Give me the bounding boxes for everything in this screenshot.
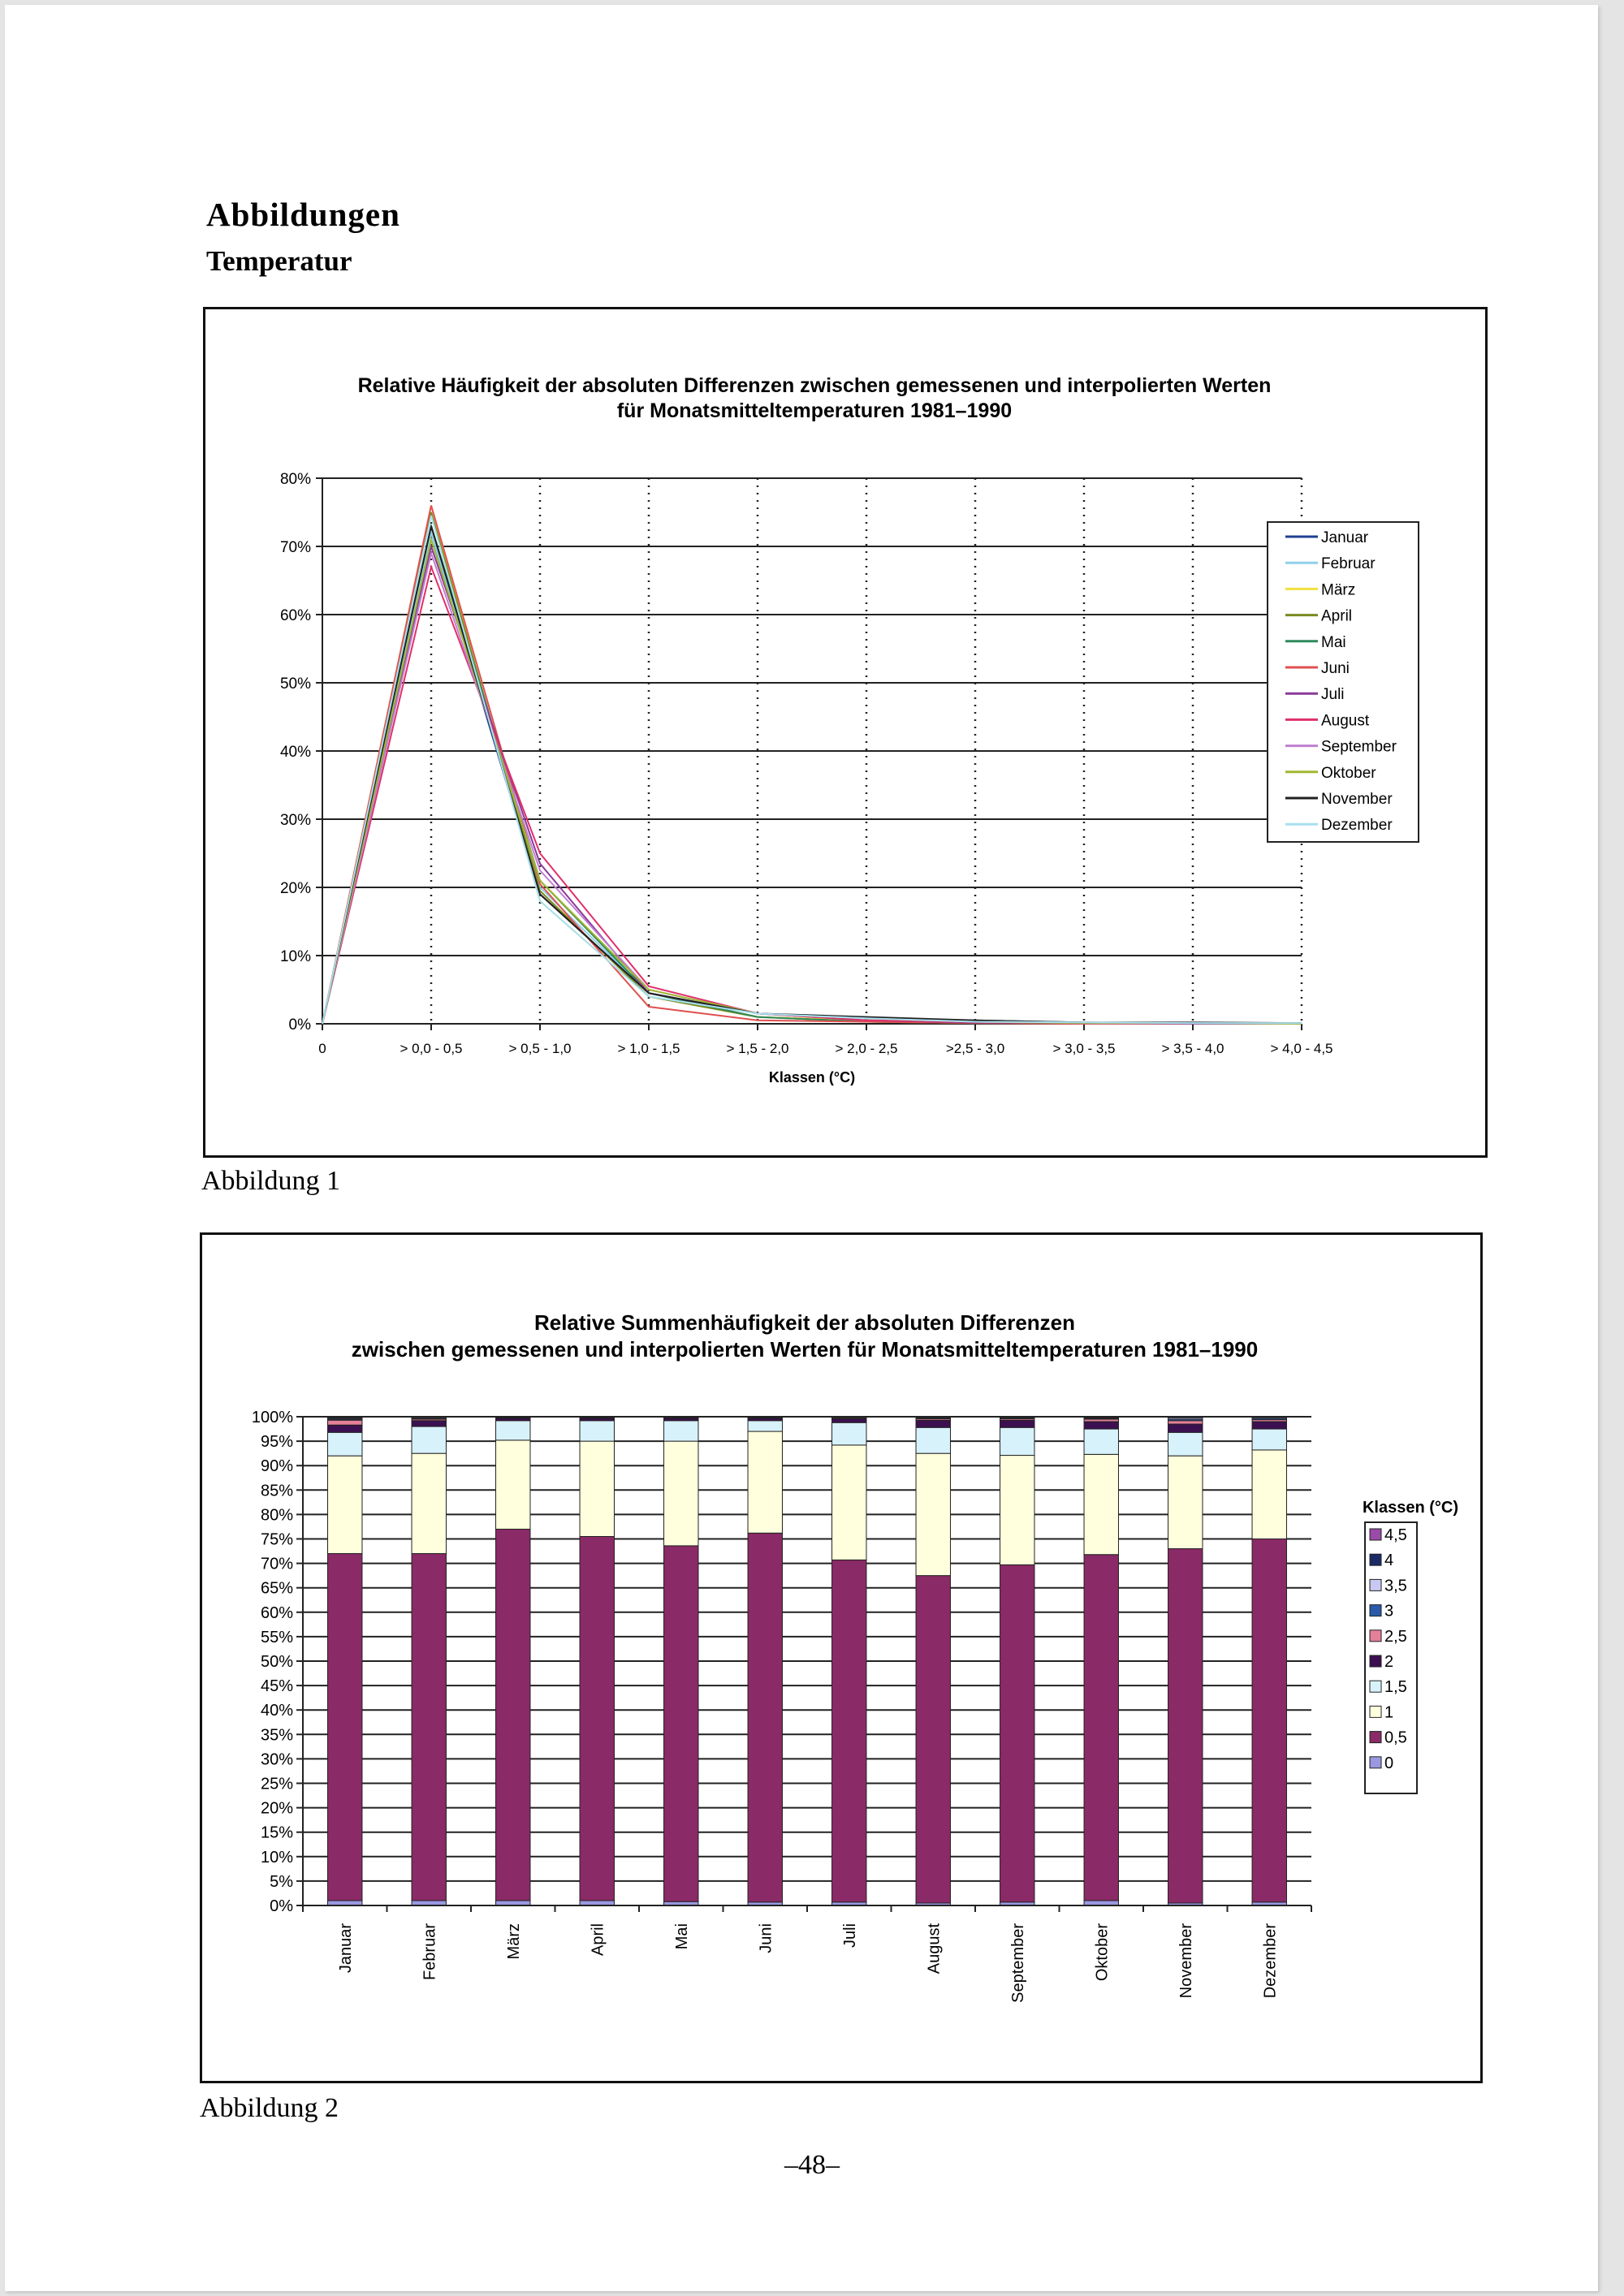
figure-1-caption: Abbildung 1 bbox=[201, 1166, 340, 1196]
x-tick-label: > 2,0 - 2,5 bbox=[835, 1041, 898, 1056]
x-tick-label: > 3,0 - 3,5 bbox=[1052, 1041, 1116, 1056]
y-tick-label: 65% bbox=[260, 1579, 293, 1598]
y-tick-label: 0% bbox=[270, 1897, 293, 1915]
legend-swatch bbox=[1370, 1681, 1381, 1692]
legend-label: April bbox=[1321, 607, 1353, 625]
series-line-september bbox=[322, 553, 1302, 1024]
bar-segment-märz bbox=[496, 1417, 530, 1418]
legend-label: 3,5 bbox=[1384, 1577, 1407, 1595]
legend-label: 4,5 bbox=[1384, 1526, 1407, 1544]
y-tick-label: 0% bbox=[288, 1016, 311, 1034]
bar-segment-mai bbox=[664, 1441, 698, 1546]
bar-segment-november bbox=[1168, 1456, 1203, 1548]
bar-segment-dezember bbox=[1252, 1417, 1286, 1418]
chart-title-line-1: Relative Summenhäufigkeit der absoluten Differenzen bbox=[533, 1310, 1076, 1335]
x-tick-label: >2,5 - 3,0 bbox=[945, 1041, 1005, 1056]
y-tick-label: 55% bbox=[260, 1628, 293, 1646]
legend-label: Januar bbox=[1321, 529, 1369, 546]
y-tick-label: 20% bbox=[260, 1799, 293, 1818]
legend-swatch bbox=[1370, 1579, 1381, 1590]
y-tick-label: 85% bbox=[260, 1482, 293, 1500]
y-tick-label: 45% bbox=[260, 1677, 293, 1696]
x-tick-label: Juni bbox=[757, 1923, 775, 1953]
bar-segment-juli bbox=[832, 1560, 866, 1901]
page-number: –48– bbox=[784, 2150, 840, 2180]
x-tick-label: > 3,5 - 4,0 bbox=[1161, 1041, 1224, 1056]
bar-segment-februar bbox=[412, 1453, 446, 1553]
series-line-januar bbox=[322, 533, 1302, 1024]
bar-segment-februar bbox=[412, 1426, 446, 1453]
legend-swatch bbox=[1370, 1706, 1381, 1717]
legend-swatch bbox=[1370, 1630, 1381, 1642]
y-tick-label: 50% bbox=[260, 1653, 293, 1671]
bar-segment-juli bbox=[832, 1418, 866, 1422]
bar-segment-november bbox=[1168, 1432, 1203, 1456]
bar-segment-juli bbox=[832, 1422, 866, 1445]
bar-segment-november bbox=[1168, 1421, 1203, 1424]
y-tick-label: 80% bbox=[260, 1506, 293, 1525]
bar-segment-oktober bbox=[1084, 1429, 1118, 1454]
x-tick-label: April bbox=[589, 1923, 607, 1957]
legend-swatch bbox=[1370, 1655, 1381, 1667]
x-tick-label: September bbox=[1009, 1923, 1027, 2003]
chart-title-line-2: zwischen gemessenen und interpolierten Werten für Monatsmitteltemperaturen 1981–1990 bbox=[351, 1337, 1259, 1362]
x-tick-label: Mai bbox=[672, 1923, 691, 1950]
legend-title: Klassen (°C) bbox=[1362, 1499, 1459, 1517]
series-line-november bbox=[322, 526, 1302, 1024]
bar-segment-januar bbox=[328, 1417, 362, 1418]
x-tick-label: August bbox=[925, 1923, 944, 1974]
y-tick-label: 70% bbox=[279, 539, 311, 556]
x-tick-label: Oktober bbox=[1093, 1923, 1112, 1982]
legend-label: September bbox=[1321, 738, 1397, 756]
bar-segment-september bbox=[1000, 1420, 1034, 1427]
bar-segment-juli bbox=[832, 1417, 866, 1418]
y-tick-label: 75% bbox=[260, 1530, 293, 1549]
series-line-juli bbox=[322, 546, 1302, 1024]
legend-label: 0,5 bbox=[1384, 1728, 1407, 1747]
section-heading: Abbildungen bbox=[206, 196, 400, 233]
x-tick-label: 0 bbox=[318, 1041, 326, 1056]
legend-label: 0 bbox=[1384, 1754, 1394, 1772]
y-tick-label: 35% bbox=[260, 1726, 293, 1745]
legend-label: 3 bbox=[1384, 1602, 1394, 1621]
bar-segment-september bbox=[1000, 1564, 1034, 1901]
bar-segment-mai bbox=[664, 1417, 698, 1418]
y-tick-label: 90% bbox=[260, 1457, 293, 1476]
bar-segment-mai bbox=[664, 1421, 698, 1441]
y-tick-label: 60% bbox=[279, 607, 311, 624]
series-line-juni bbox=[322, 506, 1302, 1024]
legend-swatch bbox=[1370, 1529, 1381, 1540]
bar-segment-oktober bbox=[1084, 1555, 1118, 1901]
y-tick-label: 100% bbox=[251, 1409, 293, 1426]
bar-segment-november bbox=[1168, 1424, 1203, 1432]
series-line-märz bbox=[322, 506, 1302, 1024]
x-tick-label: > 0,0 - 0,5 bbox=[400, 1041, 463, 1056]
y-tick-label: 30% bbox=[260, 1750, 293, 1769]
y-tick-label: 30% bbox=[279, 812, 311, 829]
series-line-dezember bbox=[322, 516, 1302, 1024]
bar-segment-november bbox=[1168, 1549, 1203, 1903]
bar-segment-oktober bbox=[1084, 1454, 1118, 1554]
x-tick-label: November bbox=[1177, 1923, 1195, 1999]
x-axis-title: Klassen (°C) bbox=[768, 1069, 856, 1085]
x-tick-label: > 1,5 - 2,0 bbox=[726, 1041, 789, 1056]
stacked-bar-chart bbox=[202, 1235, 1480, 2081]
legend-swatch bbox=[1370, 1554, 1381, 1565]
x-tick-label: Dezember bbox=[1261, 1923, 1280, 1999]
bar-segment-april bbox=[580, 1536, 614, 1900]
legend-label: 4 bbox=[1384, 1552, 1394, 1570]
legend-swatch bbox=[1370, 1757, 1381, 1768]
bar-segment-dezember bbox=[1252, 1422, 1286, 1429]
x-tick-label: Januar bbox=[336, 1923, 355, 1974]
bar-segment-märz bbox=[496, 1440, 530, 1530]
bar-segment-oktober bbox=[1084, 1417, 1118, 1418]
bar-segment-august bbox=[916, 1417, 950, 1418]
y-tick-label: 5% bbox=[270, 1872, 293, 1891]
legend-label: November bbox=[1321, 791, 1393, 808]
y-tick-label: 15% bbox=[260, 1823, 293, 1842]
x-tick-label: Februar bbox=[421, 1923, 439, 1981]
bar-segment-august bbox=[916, 1420, 950, 1427]
y-tick-label: 40% bbox=[260, 1702, 293, 1720]
legend-label: Oktober bbox=[1321, 764, 1376, 782]
legend-label: Februar bbox=[1321, 555, 1376, 573]
bar-segment-märz bbox=[496, 1421, 530, 1440]
series-line-april bbox=[322, 512, 1302, 1024]
bar-segment-februar bbox=[412, 1421, 446, 1426]
y-tick-label: 40% bbox=[279, 744, 311, 761]
y-tick-label: 10% bbox=[279, 948, 311, 965]
legend-label: März bbox=[1321, 581, 1356, 599]
bar-segment-august bbox=[916, 1427, 950, 1453]
bar-segment-januar bbox=[328, 1432, 362, 1456]
legend-label: Mai bbox=[1321, 633, 1346, 651]
legend-label: Juli bbox=[1321, 686, 1345, 704]
legend-label: Dezember bbox=[1321, 817, 1393, 835]
chart-title-line-1: Relative Häufigkeit der absoluten Differenzen zwischen gemessenen und interpolierten Werten bbox=[357, 374, 1272, 397]
legend-swatch bbox=[1370, 1605, 1381, 1616]
line-chart bbox=[205, 309, 1485, 1155]
y-tick-label: 10% bbox=[260, 1848, 293, 1867]
bar-segment-september bbox=[1000, 1456, 1034, 1565]
bar-segment-dezember bbox=[1252, 1539, 1286, 1902]
x-tick-label: > 1,0 - 1,5 bbox=[617, 1041, 680, 1056]
bar-segment-januar bbox=[328, 1554, 362, 1901]
y-tick-label: 80% bbox=[279, 471, 311, 488]
bar-segment-august bbox=[916, 1576, 950, 1903]
y-tick-label: 60% bbox=[260, 1603, 293, 1622]
bar-segment-januar bbox=[328, 1420, 362, 1425]
bar-segment-juni bbox=[748, 1417, 782, 1418]
section-subheading: Temperatur bbox=[206, 245, 352, 277]
bar-segment-dezember bbox=[1252, 1429, 1286, 1450]
legend-label: 1 bbox=[1384, 1703, 1394, 1722]
bar-segment-februar bbox=[412, 1417, 446, 1418]
figure-2-caption: Abbildung 2 bbox=[200, 2093, 339, 2123]
figure-1-frame bbox=[203, 307, 1488, 1158]
bar-segment-november bbox=[1168, 1417, 1203, 1418]
series-line-oktober bbox=[322, 540, 1302, 1024]
y-tick-label: 25% bbox=[260, 1775, 293, 1793]
legend-label: 1,5 bbox=[1384, 1678, 1407, 1697]
bar-segment-dezember bbox=[1252, 1450, 1286, 1539]
bar-segment-april bbox=[580, 1421, 614, 1441]
series-line-februar bbox=[322, 533, 1302, 1024]
bar-segment-juni bbox=[748, 1431, 782, 1533]
legend-label: Juni bbox=[1321, 660, 1350, 677]
x-tick-label: Juli bbox=[840, 1923, 859, 1949]
y-tick-label: 95% bbox=[260, 1433, 293, 1452]
bar-segment-juli bbox=[832, 1445, 866, 1560]
bar-segment-august bbox=[916, 1453, 950, 1576]
y-tick-label: 70% bbox=[260, 1555, 293, 1573]
bar-segment-februar bbox=[412, 1554, 446, 1901]
x-tick-label: März bbox=[504, 1923, 523, 1960]
x-tick-label: > 4,0 - 4,5 bbox=[1270, 1041, 1333, 1056]
y-tick-label: 20% bbox=[279, 880, 311, 897]
bar-segment-januar bbox=[328, 1456, 362, 1553]
bar-segment-september bbox=[1000, 1427, 1034, 1455]
bar-segment-juni bbox=[748, 1421, 782, 1431]
legend-label: 2 bbox=[1384, 1653, 1394, 1671]
bar-segment-januar bbox=[328, 1425, 362, 1432]
series-line-mai bbox=[322, 526, 1302, 1024]
figure-2-frame bbox=[200, 1232, 1483, 2083]
bar-segment-juni bbox=[748, 1533, 782, 1902]
y-tick-label: 50% bbox=[279, 675, 311, 693]
bar-segment-september bbox=[1000, 1417, 1034, 1418]
bar-segment-oktober bbox=[1084, 1422, 1118, 1429]
legend-label: August bbox=[1321, 712, 1370, 730]
legend-swatch bbox=[1370, 1732, 1381, 1743]
bar-segment-april bbox=[580, 1417, 614, 1418]
chart-title-line-2: für Monatsmitteltemperaturen 1981–1990 bbox=[616, 399, 1013, 422]
legend-label: 2,5 bbox=[1384, 1627, 1407, 1646]
x-tick-label: > 0,5 - 1,0 bbox=[508, 1041, 572, 1056]
bar-segment-märz bbox=[496, 1529, 530, 1901]
bar-segment-mai bbox=[664, 1546, 698, 1901]
bar-segment-april bbox=[580, 1441, 614, 1536]
